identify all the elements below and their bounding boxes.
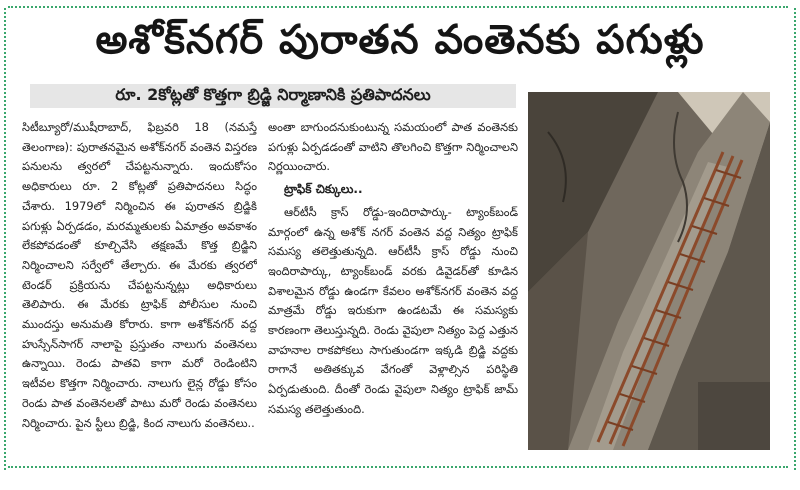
middle-column-paragraph-1: అంతా బాగుందనుకుంటున్న సమయంలో పాత వంతెనకు పగుళ్లు ఏర్పడడంతో వాటిని తొలగించి కొత్తగా నిర్మించాలని నిర్ణయించారు.: [268, 120, 518, 174]
article-column-left: [22, 118, 257, 443]
dotted-frame-bottom: [8, 466, 788, 468]
subheadline-bar: [30, 84, 516, 108]
bridge-crack-photo: [528, 92, 770, 450]
article-subheadline: రూ. 2కోట్లతో కొత్తగా బ్రిడ్జి నిర్మాణానికి ప్రతిపాదనలు: [115, 84, 431, 104]
article-column-middle: [268, 118, 518, 443]
middle-column-paragraph-2: ఆర్‌టీసీ క్రాస్ రోడ్డు-ఇందిరాపార్కు- ట్యాంక్‌బండ్ మార్గంలో ఉన్న అశోక్ నగర్ వంతెన వద్ద నిత్యం ట్రాఫిక్ సమస్య తలెత్తుతున్నది. ఆర్‌టీసీ క్రాస్ రోడ్డు నుంచి ఇందిరాపార్కు, ట్యాంక్‌బండ్ వరకు డివైడర్‌తో కూడిన విశాలమైన రోడ్డు ఉండగా కేవలం అశోక్‌నగర్ వంతెన వద్ద మాత్రమే రోడ్డు ఇరుకుగా ఉండటమే ఈ సమస్యకు కారణంగా తెలుస్తున్నది. రెండు వైపులా నిత్యం పెద్ద ఎత్తున వాహనాల రాకపోకలు సాగుతుండగా ఇక్కడి బ్రిడ్జి వద్దకు రాగానే అతితక్కువ వేగంతో వెళ్లాల్సిన పరిస్థితి ఏర్పడుతుంది. దీంతో రెండు వైపులా నిత్యం ట్రాఫిక్ జామ్ సమస్య తలెత్తుతుంది.: [268, 204, 518, 416]
traffic-subheading: ట్రాఫిక్ చిక్కులు..: [284, 182, 363, 197]
dotted-frame-right: [794, 8, 796, 470]
bridge-photo-illustration: [528, 92, 770, 450]
dotted-frame-top: [8, 6, 788, 8]
photo-ground-shadow: [698, 382, 770, 450]
dotted-frame-left: [4, 8, 6, 470]
article-headline: అశోక్‌నగర్ పురాతన వంతెనకు పగుళ్లు: [95, 17, 705, 63]
left-column-text: సిటీబ్యూరో/ముషీరాబాద్, ఫిబ్రవరి 18 (నమస్తే తెలంగాణ): పురాతనమైన అశోక్‌నగర్ వంతెన విస్తరణ పనులను త్వరలో చేపట్టనున్నారు. ఇందుకోసం అధికారులు రూ. 2 కోట్లతో ప్రతిపాదనలు సిద్ధం చేశారు. 1979లో నిర్మించిన ఈ పురాతన బ్రిడ్జికి పగుళ్లు ఏర్పడడం, మరమ్మతులకు ఏమాత్రం అవకాశం లేకపోవడంతో కూల్చివేసి తక్షణమే కొత్త బ్రిడ్జిని నిర్మించాలని సర్వేలో తేల్చారు. ఈ మేరకు త్వరలో టెండర్ ప్రక్రియను చేపట్టనున్నట్లు అధికారులు తెలిపారు. ఈ మేరకు ట్రాఫిక్ పోలీసుల నుంచి ముందస్తు అనుమతి కోరారు. కాగా అశోక్‌నగర్ వద్ద హుస్సేన్‌సాగర్ నాలాపై ప్రస్తుతం నాలుగు వంతెనలు ఉన్నాయి. రెండు పాతవి కాగా మరో రెండింటిని ఇటీవల కొత్తగా నిర్మించారు. నాలుగు లైన్ల రోడ్డు కోసం రెండు పాత వంతెనలతో పాటు మరో రెండు వంతెనలు నిర్మించారు. పైన స్టీలు బ్రిడ్జి, కింద నాలుగు వంతెనలు..: [22, 120, 257, 430]
